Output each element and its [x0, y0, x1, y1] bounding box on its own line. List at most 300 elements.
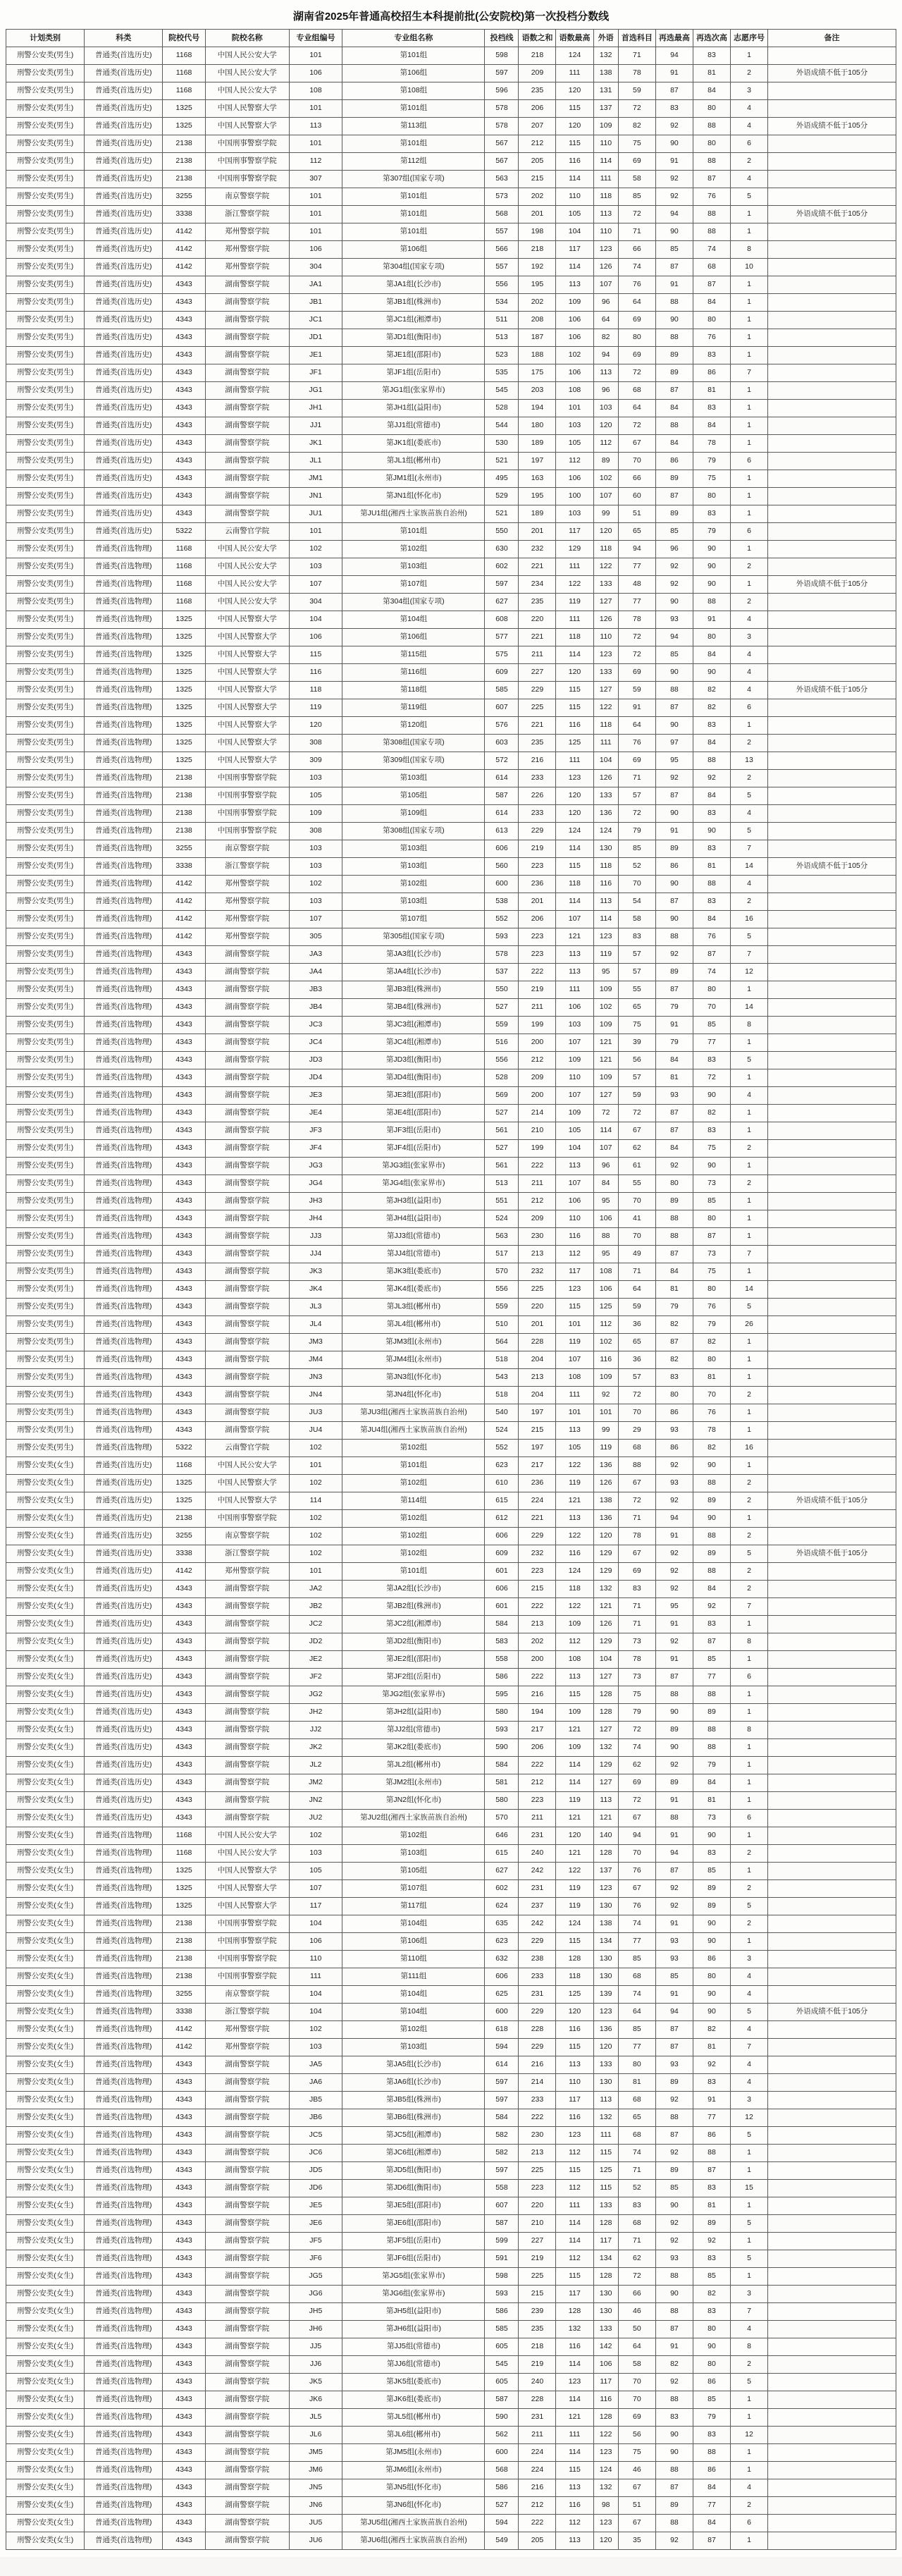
primary-subject-score: 74 [618, 1986, 655, 2004]
plan-category: 刑警公安类(男生) [6, 294, 85, 312]
reselect-max-score: 92 [655, 118, 693, 135]
remark [768, 1598, 896, 1616]
cutoff-score: 563 [485, 171, 519, 188]
table-row [6, 82, 896, 100]
table-row [6, 1351, 896, 1369]
foreign-language: 109 [593, 1017, 618, 1034]
preference-order: 1 [730, 1651, 767, 1669]
group-name: 第JJ4组(常德市) [342, 1246, 485, 1263]
college-code: 4343 [163, 364, 206, 382]
table-row [6, 1105, 896, 1122]
chinese-math-sum: 238 [519, 1951, 556, 1968]
chinese-math-sum: 197 [519, 1404, 556, 1422]
college-name: 湖南警察学院 [205, 294, 289, 312]
remark [768, 435, 896, 453]
primary-subject-score: 56 [618, 1052, 655, 1069]
group-name: 第JK6组(娄底市) [342, 2391, 485, 2409]
plan-category: 刑警公安类(男生) [6, 347, 85, 364]
college-code: 4343 [163, 1351, 206, 1369]
primary-subject-score: 70 [618, 1845, 655, 1863]
chinese-math-sum: 225 [519, 699, 556, 717]
college-name: 南京警察学院 [205, 188, 289, 206]
preference-order: 1 [730, 312, 767, 329]
chinese-math-sum: 220 [519, 611, 556, 629]
primary-subject-score: 70 [618, 1193, 655, 1210]
primary-subject-score: 79 [618, 1704, 655, 1722]
college-code: 4343 [163, 1034, 206, 1052]
chinese-math-max: 111 [556, 2197, 593, 2215]
plan-category: 刑警公安类(男生) [6, 435, 85, 453]
foreign-language: 104 [593, 752, 618, 770]
group-name: 第JL5组(郴州市) [342, 2409, 485, 2427]
group-code: 103 [289, 2039, 342, 2056]
table-row [6, 2127, 896, 2145]
table-row [6, 1616, 896, 1633]
cutoff-score: 625 [485, 1986, 519, 2004]
plan-category: 刑警公安类(男生) [6, 82, 85, 100]
college-code: 4343 [163, 400, 206, 417]
reselect-second-score: 92 [693, 2233, 730, 2250]
chinese-math-max: 121 [556, 1722, 593, 1739]
reselect-second-score: 90 [693, 1986, 730, 2004]
preference-order: 2 [730, 1387, 767, 1404]
group-name: 第118组 [342, 682, 485, 699]
reselect-max-score: 92 [655, 2215, 693, 2233]
group-code: JA2 [289, 1581, 342, 1598]
college-name: 湖南警察学院 [205, 2286, 289, 2303]
remark [768, 805, 896, 823]
chinese-math-sum: 227 [519, 2233, 556, 2250]
reselect-second-score: 92 [693, 1598, 730, 1616]
chinese-math-sum: 228 [519, 2391, 556, 2409]
cutoff-score: 583 [485, 1633, 519, 1651]
subject-category: 普通类(首选物理) [85, 999, 163, 1017]
table-row [6, 805, 896, 823]
chinese-math-max: 115 [556, 2268, 593, 2286]
table-row [6, 364, 896, 382]
table-row [6, 2321, 896, 2338]
preference-order: 4 [730, 2056, 767, 2074]
group-code: JD5 [289, 2162, 342, 2180]
group-name: 第102组 [342, 541, 485, 558]
chinese-math-max: 101 [556, 1404, 593, 1422]
college-name: 郑州警察学院 [205, 2039, 289, 2056]
table-row [6, 1210, 896, 1228]
cutoff-score: 601 [485, 1563, 519, 1581]
reselect-second-score: 79 [693, 453, 730, 470]
group-name: 第JD2组(衡阳市) [342, 1633, 485, 1651]
plan-category: 刑警公安类(女生) [6, 1845, 85, 1863]
reselect-max-score: 87 [655, 2127, 693, 2145]
foreign-language: 124 [593, 823, 618, 840]
group-code: 102 [289, 1545, 342, 1563]
table-row [6, 1651, 896, 1669]
remark [768, 1105, 896, 1122]
group-name: 第101组 [342, 1563, 485, 1581]
primary-subject-score: 72 [618, 1792, 655, 1810]
subject-category: 普通类(首选物理) [85, 981, 163, 999]
foreign-language: 128 [593, 2215, 618, 2233]
reselect-second-score: 82 [693, 1105, 730, 1122]
cutoff-score: 627 [485, 594, 519, 611]
chinese-math-sum: 223 [519, 946, 556, 964]
chinese-math-sum: 198 [519, 223, 556, 241]
remark [768, 382, 896, 400]
reselect-second-score: 87 [693, 946, 730, 964]
subject-category: 普通类(首选物理) [85, 2162, 163, 2180]
college-code: 4343 [163, 1757, 206, 1774]
subject-category: 普通类(首选物理) [85, 1193, 163, 1210]
reselect-second-score: 81 [693, 858, 730, 876]
college-code: 4343 [163, 329, 206, 347]
remark [768, 1669, 896, 1686]
column-header-chinese-math-max: 语数最高 [556, 30, 593, 47]
reselect-max-score: 87 [655, 1669, 693, 1686]
chinese-math-max: 129 [556, 541, 593, 558]
college-code: 4343 [163, 1633, 206, 1651]
cutoff-score: 528 [485, 1069, 519, 1087]
college-code: 2138 [163, 805, 206, 823]
chinese-math-max: 104 [556, 223, 593, 241]
remark [768, 1404, 896, 1422]
group-code: 103 [289, 840, 342, 858]
college-code: 4343 [163, 2497, 206, 2515]
plan-category: 刑警公安类(男生) [6, 928, 85, 946]
subject-category: 普通类(首选物理) [85, 2427, 163, 2444]
cutoff-score: 627 [485, 1863, 519, 1880]
group-code: JJ6 [289, 2356, 342, 2374]
preference-order: 1 [730, 2268, 767, 2286]
chinese-math-max: 113 [556, 2532, 593, 2550]
college-name: 湖南警察学院 [205, 1158, 289, 1175]
preference-order: 1 [730, 1510, 767, 1528]
chinese-math-max: 116 [556, 2338, 593, 2356]
group-code: 106 [289, 629, 342, 646]
cutoff-score: 606 [485, 1581, 519, 1598]
reselect-second-score: 79 [693, 1316, 730, 1334]
reselect-max-score: 89 [655, 364, 693, 382]
group-name: 第JK1组(娄底市) [342, 435, 485, 453]
chinese-math-sum: 211 [519, 1175, 556, 1193]
subject-category: 普通类(首选物理) [85, 858, 163, 876]
group-name: 第120组 [342, 717, 485, 735]
remark [768, 2074, 896, 2092]
chinese-math-max: 121 [556, 1492, 593, 1510]
chinese-math-sum: 233 [519, 2092, 556, 2109]
foreign-language: 134 [593, 1933, 618, 1951]
group-code: JM5 [289, 2444, 342, 2462]
group-name: 第JU5组(湘西土家族苗族自治州) [342, 2515, 485, 2532]
group-code: JJ3 [289, 1228, 342, 1246]
table-row [6, 735, 896, 752]
group-code: JU2 [289, 1810, 342, 1827]
group-code: JE5 [289, 2197, 342, 2215]
primary-subject-score: 77 [618, 594, 655, 611]
table-row [6, 576, 896, 594]
plan-category: 刑警公安类(男生) [6, 646, 85, 664]
chinese-math-sum: 188 [519, 347, 556, 364]
primary-subject-score: 64 [618, 400, 655, 417]
remark [768, 1069, 896, 1087]
group-name: 第JM1组(永州市) [342, 470, 485, 488]
preference-order: 4 [730, 682, 767, 699]
primary-subject-score: 72 [618, 1722, 655, 1739]
chinese-math-sum: 232 [519, 1263, 556, 1281]
foreign-language: 107 [593, 488, 618, 505]
primary-subject-score: 85 [618, 2021, 655, 2039]
remark [768, 2427, 896, 2444]
reselect-max-score: 87 [655, 2039, 693, 2056]
subject-category: 普通类(首选历史) [85, 453, 163, 470]
college-name: 湖南警察学院 [205, 1810, 289, 1827]
preference-order: 1 [730, 1263, 767, 1281]
remark [768, 2356, 896, 2374]
reselect-max-score: 87 [655, 981, 693, 999]
cutoff-score: 597 [485, 576, 519, 594]
subject-category: 普通类(首选物理) [85, 735, 163, 752]
table-row [6, 2374, 896, 2391]
reselect-second-score: 88 [693, 1739, 730, 1757]
group-name: 第103组 [342, 840, 485, 858]
table-row [6, 435, 896, 453]
cutoff-score: 527 [485, 2497, 519, 2515]
plan-category: 刑警公安类(男生) [6, 858, 85, 876]
subject-category: 普通类(首选历史) [85, 1810, 163, 1827]
plan-category: 刑警公安类(男生) [6, 1017, 85, 1034]
table-row [6, 241, 896, 259]
primary-subject-score: 76 [618, 276, 655, 294]
plan-category: 刑警公安类(女生) [6, 1616, 85, 1633]
cutoff-score: 586 [485, 1669, 519, 1686]
preference-order: 1 [730, 1369, 767, 1387]
chinese-math-max: 117 [556, 2286, 593, 2303]
reselect-second-score: 90 [693, 1158, 730, 1175]
primary-subject-score: 75 [618, 1686, 655, 1704]
reselect-second-score: 92 [693, 2056, 730, 2074]
primary-subject-score: 70 [618, 876, 655, 893]
reselect-second-score: 82 [693, 2021, 730, 2039]
subject-category: 普通类(首选物理) [85, 699, 163, 717]
reselect-second-score: 86 [693, 2127, 730, 2145]
chinese-math-max: 128 [556, 1951, 593, 1968]
table-row [6, 1827, 896, 1845]
college-code: 4343 [163, 347, 206, 364]
remark [768, 364, 896, 382]
chinese-math-sum: 175 [519, 364, 556, 382]
remark [768, 1351, 896, 1369]
group-code: JB3 [289, 981, 342, 999]
reselect-max-score: 88 [655, 1686, 693, 1704]
foreign-language: 127 [593, 1774, 618, 1792]
table-row [6, 1633, 896, 1651]
primary-subject-score: 56 [618, 2427, 655, 2444]
foreign-language: 128 [593, 1704, 618, 1722]
subject-category: 普通类(首选物理) [85, 1052, 163, 1069]
remark [768, 2162, 896, 2180]
reselect-max-score: 87 [655, 488, 693, 505]
chinese-math-max: 120 [556, 118, 593, 135]
chinese-math-sum: 229 [519, 2039, 556, 2056]
table-row [6, 1951, 896, 1968]
remark [768, 2391, 896, 2409]
chinese-math-sum: 223 [519, 858, 556, 876]
plan-category: 刑警公安类(女生) [6, 2338, 85, 2356]
college-name: 湖南警察学院 [205, 1651, 289, 1669]
preference-order: 14 [730, 1281, 767, 1299]
college-name: 湖南警察学院 [205, 1704, 289, 1722]
group-name: 第107组 [342, 576, 485, 594]
college-code: 4142 [163, 911, 206, 928]
college-name: 中国人民公安大学 [205, 65, 289, 82]
reselect-second-score: 80 [693, 629, 730, 646]
reselect-second-score: 83 [693, 893, 730, 911]
subject-category: 普通类(首选历史) [85, 82, 163, 100]
reselect-max-score: 87 [655, 82, 693, 100]
plan-category: 刑警公安类(男生) [6, 1034, 85, 1052]
preference-order: 1 [730, 1228, 767, 1246]
chinese-math-max: 113 [556, 2479, 593, 2497]
chinese-math-sum: 214 [519, 1105, 556, 1122]
primary-subject-score: 59 [618, 682, 655, 699]
plan-category: 刑警公安类(女生) [6, 1792, 85, 1810]
table-row [6, 1792, 896, 1810]
primary-subject-score: 60 [618, 488, 655, 505]
plan-category: 刑警公安类(女生) [6, 2462, 85, 2479]
college-code: 1168 [163, 558, 206, 576]
group-name: 第101组 [342, 223, 485, 241]
group-name: 第102组 [342, 1827, 485, 1845]
college-code: 4343 [163, 2215, 206, 2233]
group-code: JE1 [289, 347, 342, 364]
group-name: 第JD6组(衡阳市) [342, 2180, 485, 2197]
college-name: 中国人民公安大学 [205, 1827, 289, 1845]
college-code: 4343 [163, 488, 206, 505]
subject-category: 普通类(首选物理) [85, 1369, 163, 1387]
chinese-math-max: 116 [556, 153, 593, 171]
reselect-max-score: 82 [655, 2356, 693, 2374]
remark [768, 2233, 896, 2250]
foreign-language: 96 [593, 294, 618, 312]
cutoff-score: 618 [485, 2021, 519, 2039]
plan-category: 刑警公安类(女生) [6, 2515, 85, 2532]
group-name: 第JG3组(张家界市) [342, 1158, 485, 1175]
college-name: 中国人民警察大学 [205, 717, 289, 735]
college-code: 4343 [163, 2074, 206, 2092]
college-name: 中国人民警察大学 [205, 118, 289, 135]
page-title: 湖南省2025年普通高校招生本科提前批(公安院校)第一次投档分数线 [292, 11, 610, 23]
primary-subject-score: 78 [618, 1651, 655, 1669]
remark [768, 1193, 896, 1210]
college-code: 1325 [163, 646, 206, 664]
preference-order: 1 [730, 1863, 767, 1880]
chinese-math-sum: 224 [519, 1492, 556, 1510]
table-row [6, 594, 896, 611]
foreign-language: 136 [593, 1457, 618, 1475]
table-row [6, 1122, 896, 1140]
subject-category: 普通类(首选物理) [85, 2444, 163, 2462]
reselect-second-score: 88 [693, 223, 730, 241]
chinese-math-max: 114 [556, 171, 593, 188]
foreign-language: 110 [593, 629, 618, 646]
primary-subject-score: 77 [618, 2039, 655, 2056]
college-name: 湖南警察学院 [205, 435, 289, 453]
cutoff-score: 510 [485, 1316, 519, 1334]
chinese-math-max: 115 [556, 100, 593, 118]
reselect-second-score: 90 [693, 541, 730, 558]
group-name: 第JH3组(益阳市) [342, 1193, 485, 1210]
chinese-math-sum: 199 [519, 1140, 556, 1158]
plan-category: 刑警公安类(女生) [6, 1722, 85, 1739]
college-code: 4142 [163, 241, 206, 259]
chinese-math-sum: 216 [519, 2479, 556, 2497]
remark [768, 505, 896, 523]
remark [768, 1827, 896, 1845]
reselect-second-score: 75 [693, 1140, 730, 1158]
group-name: 第106组 [342, 241, 485, 259]
preference-order: 2 [730, 735, 767, 752]
subject-category: 普通类(首选物理) [85, 2056, 163, 2074]
subject-category: 普通类(首选物理) [85, 1404, 163, 1422]
reselect-max-score: 90 [655, 2286, 693, 2303]
group-name: 第JH2组(益阳市) [342, 1704, 485, 1722]
group-name: 第JU4组(湘西土家族苗族自治州) [342, 1422, 485, 1440]
table-row [6, 682, 896, 699]
reselect-second-score: 80 [693, 981, 730, 999]
chinese-math-max: 114 [556, 2444, 593, 2462]
college-code: 4142 [163, 928, 206, 946]
group-code: JN6 [289, 2497, 342, 2515]
group-code: 104 [289, 611, 342, 629]
primary-subject-score: 36 [618, 1316, 655, 1334]
reselect-second-score: 70 [693, 1387, 730, 1404]
primary-subject-score: 70 [618, 1404, 655, 1422]
chinese-math-max: 112 [556, 2250, 593, 2268]
chinese-math-max: 121 [556, 928, 593, 946]
primary-subject-score: 71 [618, 47, 655, 65]
college-name: 湖南警察学院 [205, 2515, 289, 2532]
reselect-max-score: 89 [655, 505, 693, 523]
table-row [6, 329, 896, 347]
reselect-max-score: 92 [655, 2374, 693, 2391]
college-code: 4343 [163, 981, 206, 999]
chinese-math-sum: 229 [519, 1933, 556, 1951]
college-name: 湖南警察学院 [205, 1351, 289, 1369]
plan-category: 刑警公安类(男生) [6, 171, 85, 188]
group-name: 第JM5组(永州市) [342, 2444, 485, 2462]
college-name: 云南警官学院 [205, 1440, 289, 1457]
subject-category: 普通类(首选物理) [85, 646, 163, 664]
cutoff-score: 495 [485, 470, 519, 488]
reselect-second-score: 80 [693, 2356, 730, 2374]
group-code: 107 [289, 911, 342, 928]
college-name: 中国人民警察大学 [205, 1475, 289, 1492]
preference-order: 6 [730, 699, 767, 717]
reselect-max-score: 85 [655, 1968, 693, 1986]
group-code: 102 [289, 2021, 342, 2039]
college-name: 中国人民警察大学 [205, 629, 289, 646]
remark: 外语成绩不低于105分 [768, 206, 896, 223]
reselect-max-score: 92 [655, 1880, 693, 1898]
college-name: 郑州警察学院 [205, 911, 289, 928]
foreign-language: 137 [593, 100, 618, 118]
group-name: 第107组 [342, 1880, 485, 1898]
reselect-max-score: 87 [655, 2321, 693, 2338]
reselect-max-score: 90 [655, 805, 693, 823]
chinese-math-sum: 201 [519, 1316, 556, 1334]
group-code: 106 [289, 1933, 342, 1951]
plan-category: 刑警公安类(女生) [6, 1933, 85, 1951]
chinese-math-sum: 219 [519, 981, 556, 999]
